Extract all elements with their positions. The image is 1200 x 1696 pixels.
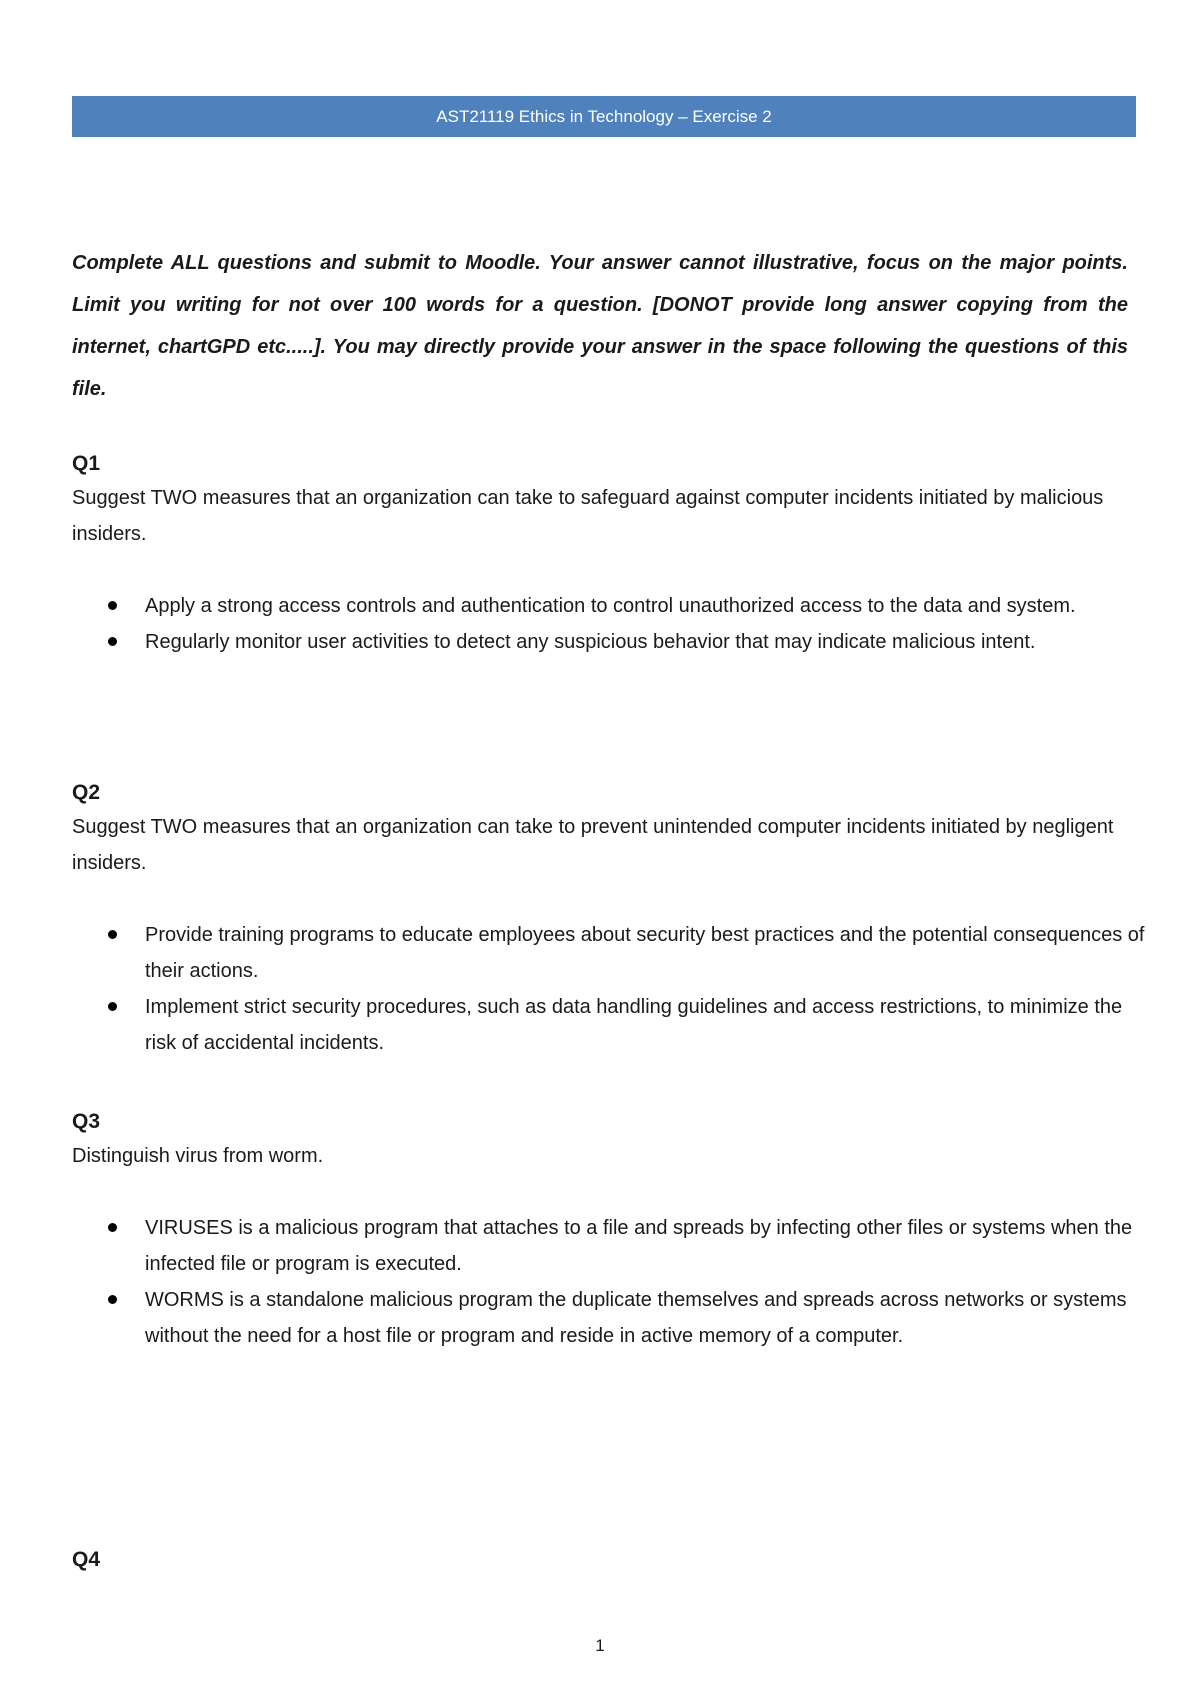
question-4	[72, 1544, 1148, 1576]
answer-list	[72, 588, 1148, 660]
answer-item	[72, 917, 1145, 989]
answer-item	[72, 624, 1145, 660]
answer-text: WORMS is a standalone malicious program the duplicate themselves and spreads across networks or systems without the need for a host file or program and reside in active memory of a computer.	[145, 1289, 1127, 1347]
page-number: 1	[595, 1636, 605, 1655]
answer-text: Implement strict security procedures, such as data handling guidelines and access restrictions, to minimize the risk of accidental incidents.	[145, 996, 1123, 1054]
bullet-icon	[108, 930, 117, 939]
question-label: Q4	[72, 1548, 101, 1571]
question-label: Q3	[72, 1110, 101, 1133]
question-2	[72, 777, 1148, 1061]
bullet-icon	[108, 1002, 117, 1011]
instructions: Complete ALL questions and submit to Moodle. Your answer cannot illustrative, focus on the major points. Limit you writing for not over 100 words for a question. [DONOT provide long answer copying from the internet, chartGPD etc.....]. You may directly provide your answer in the space following the questions of this file.	[72, 252, 1128, 400]
answer-item	[72, 1282, 1145, 1354]
answer-text: Regularly monitor user activities to detect any suspicious behavior that may indicate malicious intent.	[145, 631, 1036, 653]
bullet-icon	[108, 1295, 117, 1304]
answer-text: VIRUSES is a malicious program that attaches to a file and spreads by infecting other files or systems when the infected file or program is executed.	[145, 1217, 1133, 1275]
answer-list	[72, 917, 1148, 1061]
question-text: Distinguish virus from worm.	[72, 1145, 324, 1167]
question-1	[72, 448, 1148, 660]
answer-item	[72, 989, 1145, 1061]
question-3	[72, 1106, 1148, 1354]
answer-item	[72, 588, 1145, 624]
answer-text: Provide training programs to educate employees about security best practices and the potential consequences of their actions.	[145, 924, 1145, 982]
answer-list	[72, 1210, 1148, 1354]
question-label: Q2	[72, 781, 101, 804]
question-text: Suggest TWO measures that an organization can take to safeguard against computer incidents initiated by malicious insiders.	[72, 487, 1104, 545]
answer-text: Apply a strong access controls and authentication to control unauthorized access to the data and system.	[145, 595, 1076, 617]
question-label: Q1	[72, 452, 101, 475]
document-header: AST21119 Ethics in Technology – Exercise 2	[72, 96, 1136, 137]
bullet-icon	[108, 601, 117, 610]
bullet-icon	[108, 637, 117, 646]
question-text: Suggest TWO measures that an organization can take to prevent unintended computer incidents initiated by negligent insiders.	[72, 816, 1114, 874]
bullet-icon	[108, 1223, 117, 1232]
answer-item	[72, 1210, 1145, 1282]
